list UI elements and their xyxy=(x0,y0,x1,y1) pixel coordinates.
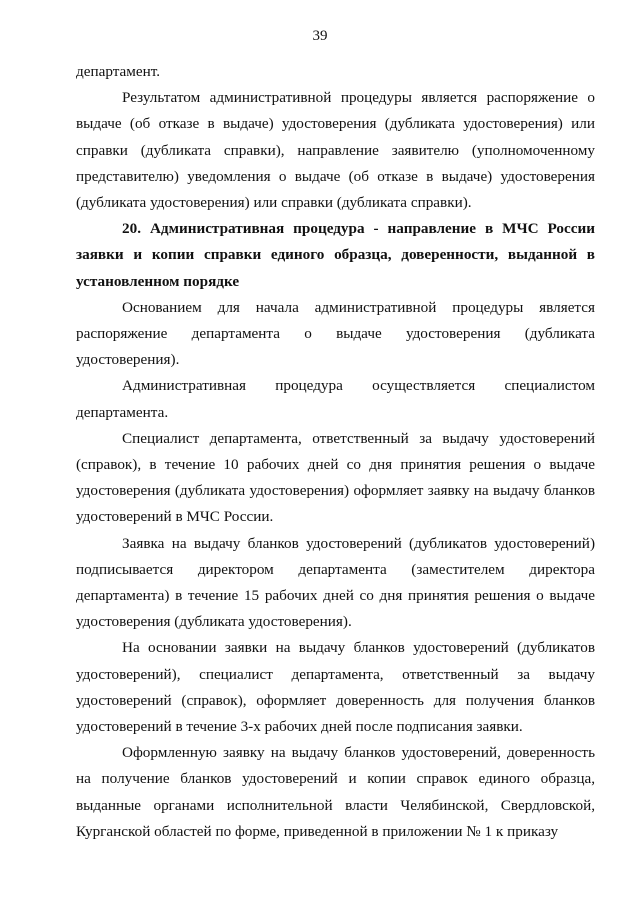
paragraph-continuation: департамент. xyxy=(76,63,161,80)
document-body xyxy=(76,59,595,845)
paragraph-submission: Оформленную заявку на выдачу бланков удостоверений, доверенность на получение бланков удостоверений и копии справок единого образца, выданные органами исполнительной власти Челябинской, Свердловской, Курганской областей по форме, приведенной в приложении № 1 к приказу xyxy=(76,744,595,840)
paragraph-power-of-attorney: На основании заявки на выдачу бланков удостоверений (дубликатов удостоверений), специалист департамента, ответственный за выдачу удостоверений (справок), оформляет доверенность для получения бланков удостоверений в течение 3-х рабочих дней после подписания заявки. xyxy=(76,639,595,736)
paragraph-result: Результатом административной процедуры является распоряжение о выдаче (об отказе в выдаче) удостоверения (дубликата удостоверения) или справки (дубликата справки), направление заявителю (уполномоченному представителю) уведомления о выдаче (об отказе в выдаче) удостоверения (дубликата удостоверения) или справки (дубликата справки). xyxy=(76,89,595,212)
paragraph-performer: Административная процедура осуществляется специалистом департамента. xyxy=(76,377,595,421)
page-number: 39 xyxy=(312,28,328,44)
paragraph-specialist: Специалист департамента, ответственный за выдачу удостоверений (справок), в течение 10 рабочих дней со дня принятия решения о выдаче удостоверения (дубликата удостоверения) оформляет заявку на выдачу бланков удостоверений в МЧС России. xyxy=(76,429,595,526)
section-heading-20: 20. Административная процедура - направление в МЧС России заявки и копии справки единого образца, доверенности, выданной в установленном порядке xyxy=(76,220,595,290)
paragraph-application-signing: Заявка на выдачу бланков удостоверений (дубликатов удостоверений) подписывается директором департамента (заместителем директора департамента) в течение 15 рабочих дней со дня принятия решения о выдаче удостоверения (дубликата удостоверения). xyxy=(76,534,595,631)
paragraph-basis: Основанием для начала административной процедуры является распоряжение департамента о выдаче удостоверения (дубликата удостоверения). xyxy=(76,298,595,369)
